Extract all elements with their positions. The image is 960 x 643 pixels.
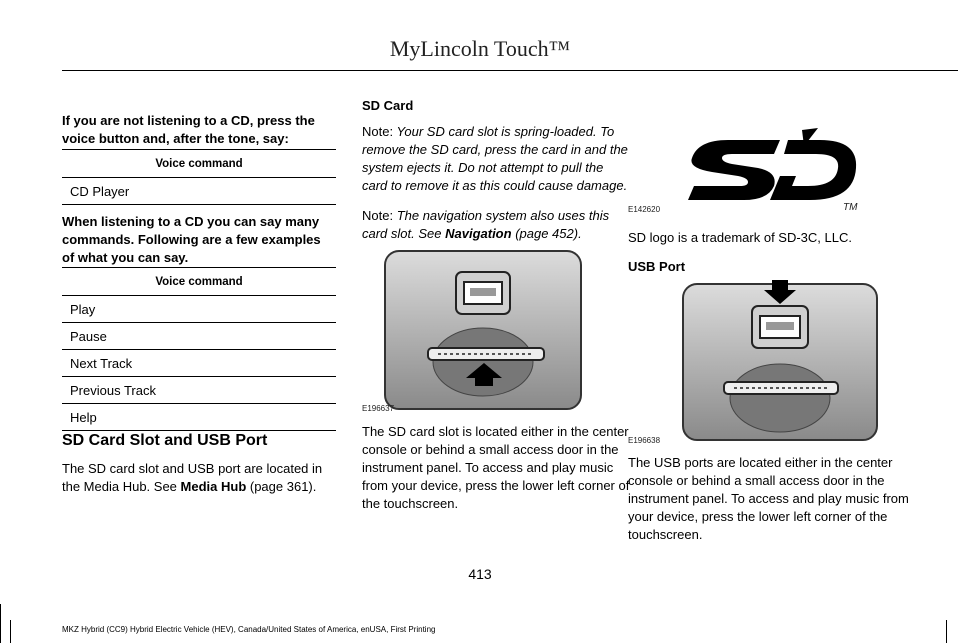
table-header: Voice command <box>62 268 336 296</box>
intro-text: If you are not listening to a CD, press the voice button and, after the tone, say: <box>62 113 315 146</box>
trademark-symbol: TM <box>843 202 858 213</box>
footer-text: MKZ Hybrid (CC9) Hybrid Electric Vehicle (HEV), Canada/United States of America, enUSA, First Printing <box>62 625 436 634</box>
section-text: The SD card slot and USB port are located in the Media Hub. See Media Hub (page 361). <box>62 461 323 494</box>
usb-heading-wrap <box>628 258 928 276</box>
sd-slot-figure <box>384 250 582 412</box>
table-row: Pause <box>62 323 336 350</box>
voice-table-2 <box>62 267 336 431</box>
note-label: Note: <box>362 208 394 223</box>
section-title-wrap <box>62 432 336 450</box>
table-row: Play <box>62 296 336 323</box>
table-row: CD Player <box>62 178 336 205</box>
crop-mark <box>0 604 1 643</box>
media-hub-link[interactable]: Media Hub <box>180 479 247 494</box>
navigation-link[interactable]: Navigation <box>445 226 512 241</box>
section-title: SD Card Slot and USB Port <box>62 432 268 449</box>
usb-heading: USB Port <box>628 259 686 274</box>
table-row: Previous Track <box>62 377 336 404</box>
header-rule <box>62 70 958 71</box>
note-2: Note: The navigation system also uses this card slot. See Navigation (page 452). <box>362 208 610 241</box>
sd-caption: The SD card slot is located either in the center console or behind a small access door in the instrument panel. To access and play music from your device, press the lower left corner of the touchscreen. <box>362 424 630 511</box>
intro-text-2: When listening to a CD you can say many commands. Following are a few examples of what you can say. <box>62 214 321 265</box>
voice-table-1 <box>62 149 336 205</box>
figure-label: E142620 <box>628 205 661 214</box>
section-text-wrap <box>62 460 336 496</box>
table-row: Help <box>62 404 336 431</box>
sd-card-heading-wrap <box>362 97 632 115</box>
note-text: Your SD card slot is spring-loaded. To remove the SD card, press the card in and the system ejects it. Do not attempt to pull the card to remove it as this could cause damage. <box>362 124 628 193</box>
sd-card-heading: SD Card <box>362 98 414 113</box>
note-label: Note: <box>362 124 394 139</box>
page-number: 413 <box>468 566 492 582</box>
crop-mark <box>946 620 947 643</box>
left-column <box>62 112 336 148</box>
usb-port-figure <box>682 280 878 442</box>
usb-caption-wrap <box>628 454 928 544</box>
logo-caption: SD logo is a trademark of SD-3C, LLC. <box>628 230 852 245</box>
intro-text-2-wrap <box>62 213 336 267</box>
note-1 <box>362 123 632 195</box>
table-header: Voice command <box>62 150 336 178</box>
logo-caption-wrap <box>628 229 928 247</box>
figure-label: E196638 <box>628 436 661 445</box>
figure-label: E196637 <box>362 404 395 413</box>
crop-mark <box>10 620 11 643</box>
table-row: Next Track <box>62 350 336 377</box>
sd-caption-wrap <box>362 423 632 513</box>
page-header-title: MyLincoln Touch™ <box>389 36 571 61</box>
usb-caption: The USB ports are located either in the center console or behind a small access door in the instrument panel. To access and play music from your device, press the lower left corner of the touchscreen. <box>628 455 909 542</box>
sd-logo <box>688 128 864 212</box>
